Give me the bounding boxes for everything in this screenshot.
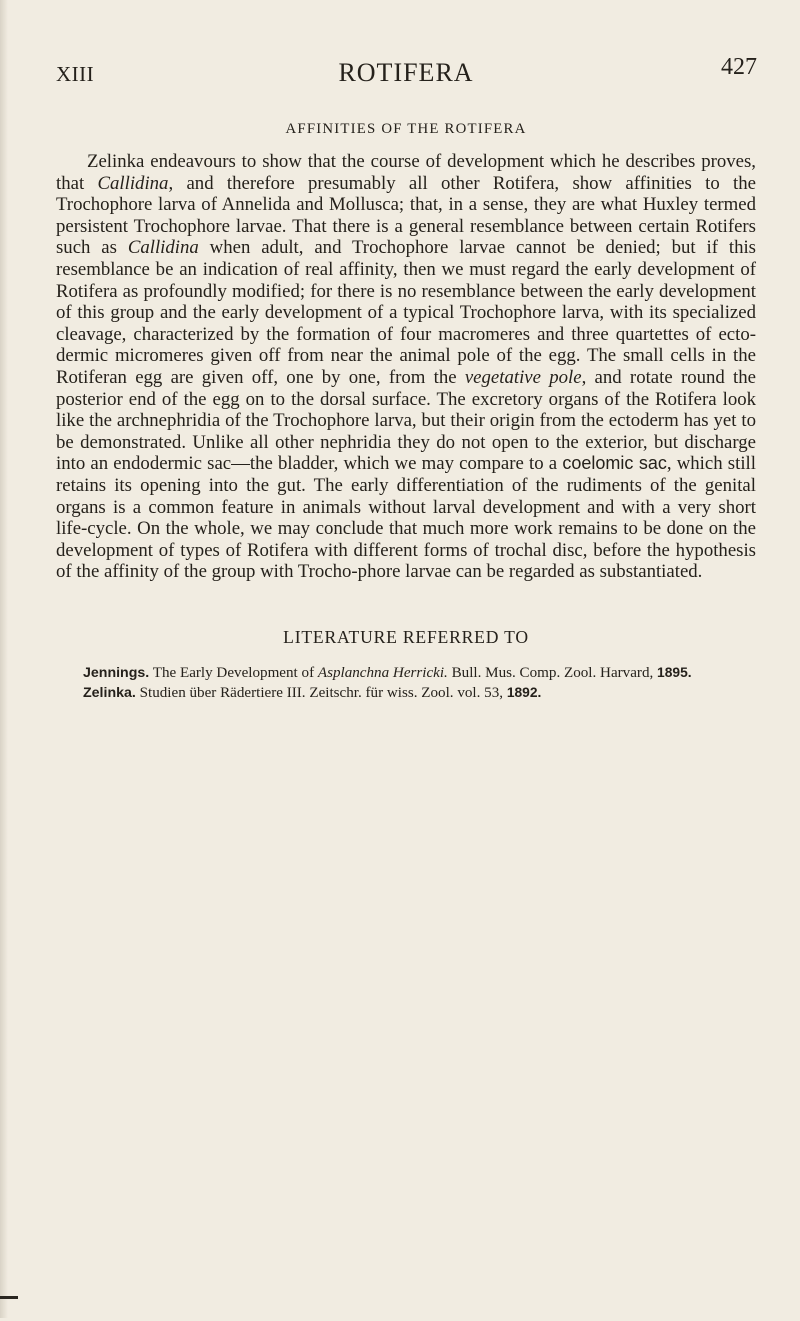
sans-term: coelomic sac <box>562 453 667 474</box>
reference-author: Jennings. <box>83 664 150 681</box>
chapter-number: XIII <box>56 62 95 86</box>
paragraph-text: , and therefore presumably all other Rotifera, show affinities to the Trochophore larva of Annelida and Mollusca; that, in a sense, they are what Huxley termed persistent Trochophore larvae. That there is a general resemblance between certain Rotifers such as <box>56 172 757 259</box>
italic-term: vegetative pole <box>464 366 582 388</box>
paragraph-text: when adult, and Trochophore larvae cannot be denied; but if this resemblance be an indication of real affinity, then we must regard the early development of Rotifera as profoundly modified; for there is no resemblance between the early development of this group and the early development of a typical Trochophore larva, with its specialized cleavage, characterized by the formation of four macromeres and three quartettes of ecto-dermic micromeres given off from near the animal pole of the egg. The small cells in the Rotiferan egg are given off, one by one, from the <box>56 237 756 388</box>
literature-heading: LITERATURE REFERRED TO <box>283 626 529 647</box>
page-binding-edge <box>0 0 8 1318</box>
page-number: 427 <box>721 54 757 80</box>
reference-text: Studien über Rädertiere III. Zeitschr. für wiss. Zool. vol. 53, <box>135 684 507 701</box>
paragraph-text: , which still retains its opening into the gut. The early differentiation of the rudiments of the genital organs is a common feature in animals without larval development and with a very short life-cycle. On the whole, we may conclude that much more work remains to be done on the development of types of Rotifera with different forms of trochal disc, before the hypothesis of the affinity of the group with Trocho-phore larvae can be regarded as substantiated. <box>56 453 756 583</box>
paragraph-text: , and rotate round the posterior end of the egg on to the dorsal surface. The excretory organs of the Rotifera look like the archnephridia of the Trochophore larva, but their origin from the ectoderm has yet to be demonstrated. Unlike all other nephridia they do not open to the exterior, but discharge into an endodermic sac—the bladder, which we may compare to a <box>56 366 756 475</box>
body-paragraph <box>56 151 756 583</box>
section-heading: AFFINITIES OF THE ROTIFERA <box>285 121 527 137</box>
page-corner-mark <box>0 1296 18 1321</box>
reference-year: 1895. <box>657 664 692 680</box>
reference-year: 1892. <box>506 684 542 700</box>
reference-list <box>56 663 756 703</box>
reference-item <box>56 663 756 683</box>
genus-name: Callidina <box>127 237 199 259</box>
genus-name: Callidina <box>97 172 169 194</box>
running-title: ROTIFERA <box>338 58 474 87</box>
book-page <box>56 50 756 703</box>
paragraph-text: Zelinka endeavours to show that the course of development which he describes proves, that <box>56 151 756 194</box>
reference-text: Bull. Mus. Comp. Zool. Harvard, <box>447 664 658 681</box>
running-head <box>56 50 756 90</box>
reference-italic-title: Asplanchna Herricki. <box>317 664 448 681</box>
reference-author: Zelinka. <box>83 684 136 701</box>
reference-text: The Early Development of <box>149 664 318 681</box>
reference-item <box>56 683 756 703</box>
